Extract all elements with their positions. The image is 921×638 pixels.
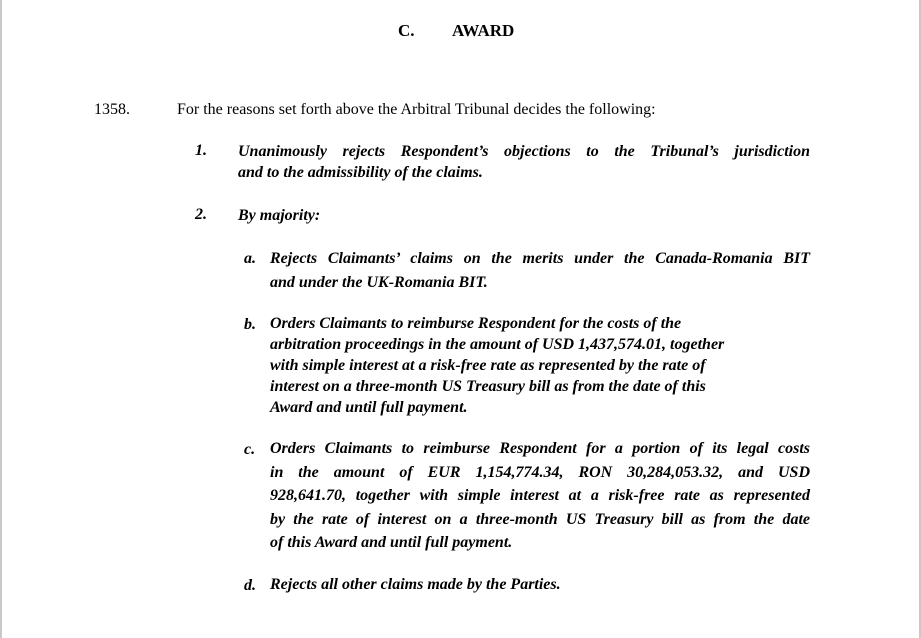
- subitem-c-text: [270, 437, 810, 555]
- section-letter: C.: [398, 21, 415, 40]
- subitem-c-line: by the rate of interest on a three-month US Treasury bill as from the date: [270, 510, 810, 528]
- subitem-c-line: Orders Claimants to reimburse Respondent for a portion of its legal costs: [270, 440, 810, 457]
- item-1-line: and to the admissibility of the claims.: [238, 164, 483, 181]
- item-2-line: By majority:: [238, 207, 321, 224]
- subitem-a-text: [270, 247, 810, 295]
- subitem-b-line: interest on a three-month US Treasury bill as from the date of this: [270, 378, 706, 395]
- section-title: AWARD: [452, 21, 515, 40]
- subitem-b-line: Orders Claimants to reimburse Respondent for the costs of the: [270, 315, 682, 332]
- paragraph-number: 1358.: [94, 101, 130, 118]
- subitem-d-line: Rejects all other claims made by the Parties.: [270, 576, 561, 593]
- item-number-1: 1.: [195, 142, 207, 159]
- subitem-a-line: and under the UK-Romania BIT.: [270, 274, 488, 291]
- item-number-2: 2.: [195, 206, 207, 223]
- subitem-c-line: in the amount of EUR 1,154,774.34, RON 30,284,053.32, and USD: [270, 463, 810, 481]
- subitem-letter-b: b.: [244, 316, 256, 333]
- item-1-text: [238, 141, 810, 183]
- paragraph-intro: For the reasons set forth above the Arbitral Tribunal decides the following:: [177, 101, 656, 118]
- item-2-text: [238, 205, 320, 226]
- subitem-letter-c: c.: [244, 441, 256, 458]
- subitem-letter-d: d.: [244, 577, 256, 594]
- subitem-letter-a: a.: [244, 250, 256, 267]
- subitem-b-line: arbitration proceedings in the amount of USD 1,437,574.01, together: [270, 336, 725, 353]
- subitem-b-line: with simple interest at a risk-free rate as represented by the rate of: [270, 357, 706, 374]
- subitem-c-line: 928,641.70, together with simple interest at a risk-free rate as represented: [270, 487, 810, 504]
- subitem-b-text: [270, 313, 724, 418]
- subitem-b-line: Award and until full payment.: [270, 399, 468, 416]
- subitem-a-line: Rejects Claimants’ claims on the merits under the Canada-Romania BIT: [270, 250, 810, 267]
- subitem-d-text: [270, 574, 561, 595]
- page-left-edge: [0, 0, 2, 638]
- item-1-line: Unanimously rejects Respondent’s objections to the Tribunal’s jurisdiction: [238, 143, 810, 160]
- subitem-c-line: of this Award and until full payment.: [270, 534, 513, 551]
